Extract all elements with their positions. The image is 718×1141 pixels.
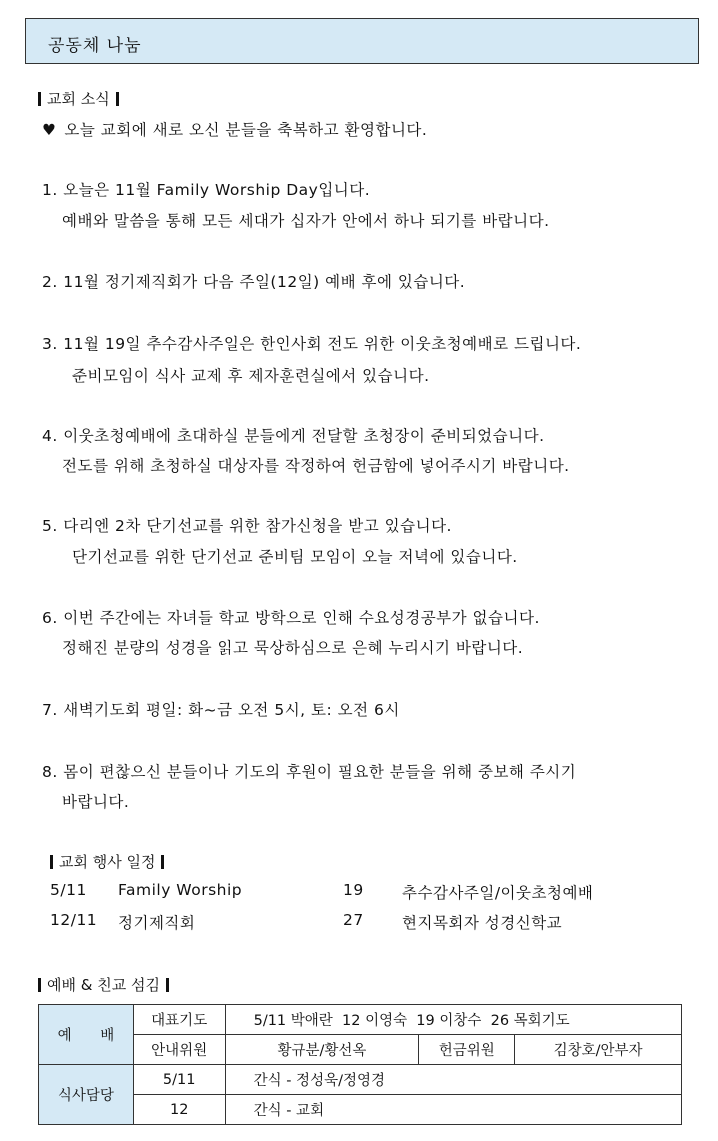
heading-bar-right	[116, 92, 119, 106]
news-item-8-line1: 8. 몸이 편찮으신 분들이나 기도의 후원이 필요한 분들을 위해 중보해 주시기	[42, 763, 577, 781]
schedule-event: 정기제직회	[118, 914, 196, 932]
meal-label: 식사담당	[39, 1065, 134, 1125]
news-item-1-line1: 1. 오늘은 11월 Family Worship Day입니다.	[42, 181, 371, 199]
schedule-date: 12/11	[50, 911, 98, 929]
schedule-date: 5/11	[50, 881, 87, 899]
news-item-6-line1: 6. 이번 주간에는 자녀들 학교 방학으로 인해 수요성경공부가 없습니다.	[42, 609, 540, 627]
rep-prayer-label: 대표기도	[133, 1005, 225, 1035]
news-item-3-line2: 준비모임이 식사 교제 후 제자훈련실에서 있습니다.	[72, 367, 430, 385]
page-title: 공동체 나눔	[48, 36, 142, 56]
service-table	[38, 1004, 682, 1125]
heading-bar-left	[38, 92, 41, 106]
heading-bar-left	[50, 855, 53, 869]
heading-bar-right	[161, 855, 164, 869]
heart-icon: ♥	[42, 121, 57, 139]
news-item-8-line2: 바랍니다.	[62, 793, 130, 811]
rep-prayer-value: 5/11 박애란 12 이영숙 19 이창수 26 목회기도	[225, 1005, 681, 1035]
welcome-line: ♥ 오늘 교회에 새로 오신 분들을 축복하고 환영합니다.	[42, 121, 428, 139]
heading-bar-left	[38, 978, 41, 992]
schedule-date: 27	[343, 911, 364, 929]
meal-date: 5/11	[133, 1065, 225, 1095]
page-header	[25, 18, 699, 64]
news-item-4-line2: 전도를 위해 초청하실 대상자를 작정하여 헌금함에 넣어주시기 바랍니다.	[62, 457, 570, 475]
usher-value: 황규분/황선옥	[225, 1035, 419, 1065]
news-heading: 교회 소식	[38, 88, 119, 109]
schedule-event: Family Worship	[118, 881, 243, 899]
meal-value: 간식 - 정성욱/정영경	[225, 1065, 681, 1095]
offering-value: 김창호/안부자	[515, 1035, 682, 1065]
schedule-event: 추수감사주일/이웃초청예배	[402, 884, 594, 902]
service-heading: 예배 & 친교 섬김	[38, 974, 169, 995]
news-item-1-line2: 예배와 말씀을 통해 모든 세대가 십자가 안에서 하나 되기를 바랍니다.	[62, 212, 550, 230]
news-item-2-line1: 2. 11월 정기제직회가 다음 주일(12일) 예배 후에 있습니다.	[42, 273, 466, 291]
offering-label: 헌금위원	[419, 1035, 515, 1065]
schedule-event: 현지목회자 성경신학교	[402, 914, 563, 932]
table-row	[39, 1005, 682, 1035]
usher-label: 안내위원	[133, 1035, 225, 1065]
news-item-7-line1: 7. 새벽기도회 평일: 화~금 오전 5시, 토: 오전 6시	[42, 701, 400, 719]
news-item-5-line2: 단기선교를 위한 단기선교 준비팀 모임이 오늘 저녁에 있습니다.	[72, 548, 518, 566]
schedule-heading: 교회 행사 일정	[50, 851, 164, 872]
meal-value: 간식 - 교회	[225, 1095, 681, 1125]
news-item-5-line1: 5. 다리엔 2차 단기선교를 위한 참가신청을 받고 있습니다.	[42, 517, 452, 535]
heading-bar-right	[166, 978, 169, 992]
table-row	[39, 1035, 682, 1065]
table-row	[39, 1065, 682, 1095]
worship-label: 예 배	[39, 1005, 134, 1065]
meal-date: 12	[133, 1095, 225, 1125]
news-item-6-line2: 정해진 분량의 성경을 읽고 묵상하심으로 은혜 누리시기 바랍니다.	[62, 639, 524, 657]
news-item-3-line1: 3. 11월 19일 추수감사주일은 한인사회 전도 위한 이웃초청예배로 드립니다.	[42, 335, 582, 353]
news-item-4-line1: 4. 이웃초청예배에 초대하실 분들에게 전달할 초청장이 준비되었습니다.	[42, 427, 545, 445]
table-row	[39, 1095, 682, 1125]
schedule-date: 19	[343, 881, 364, 899]
